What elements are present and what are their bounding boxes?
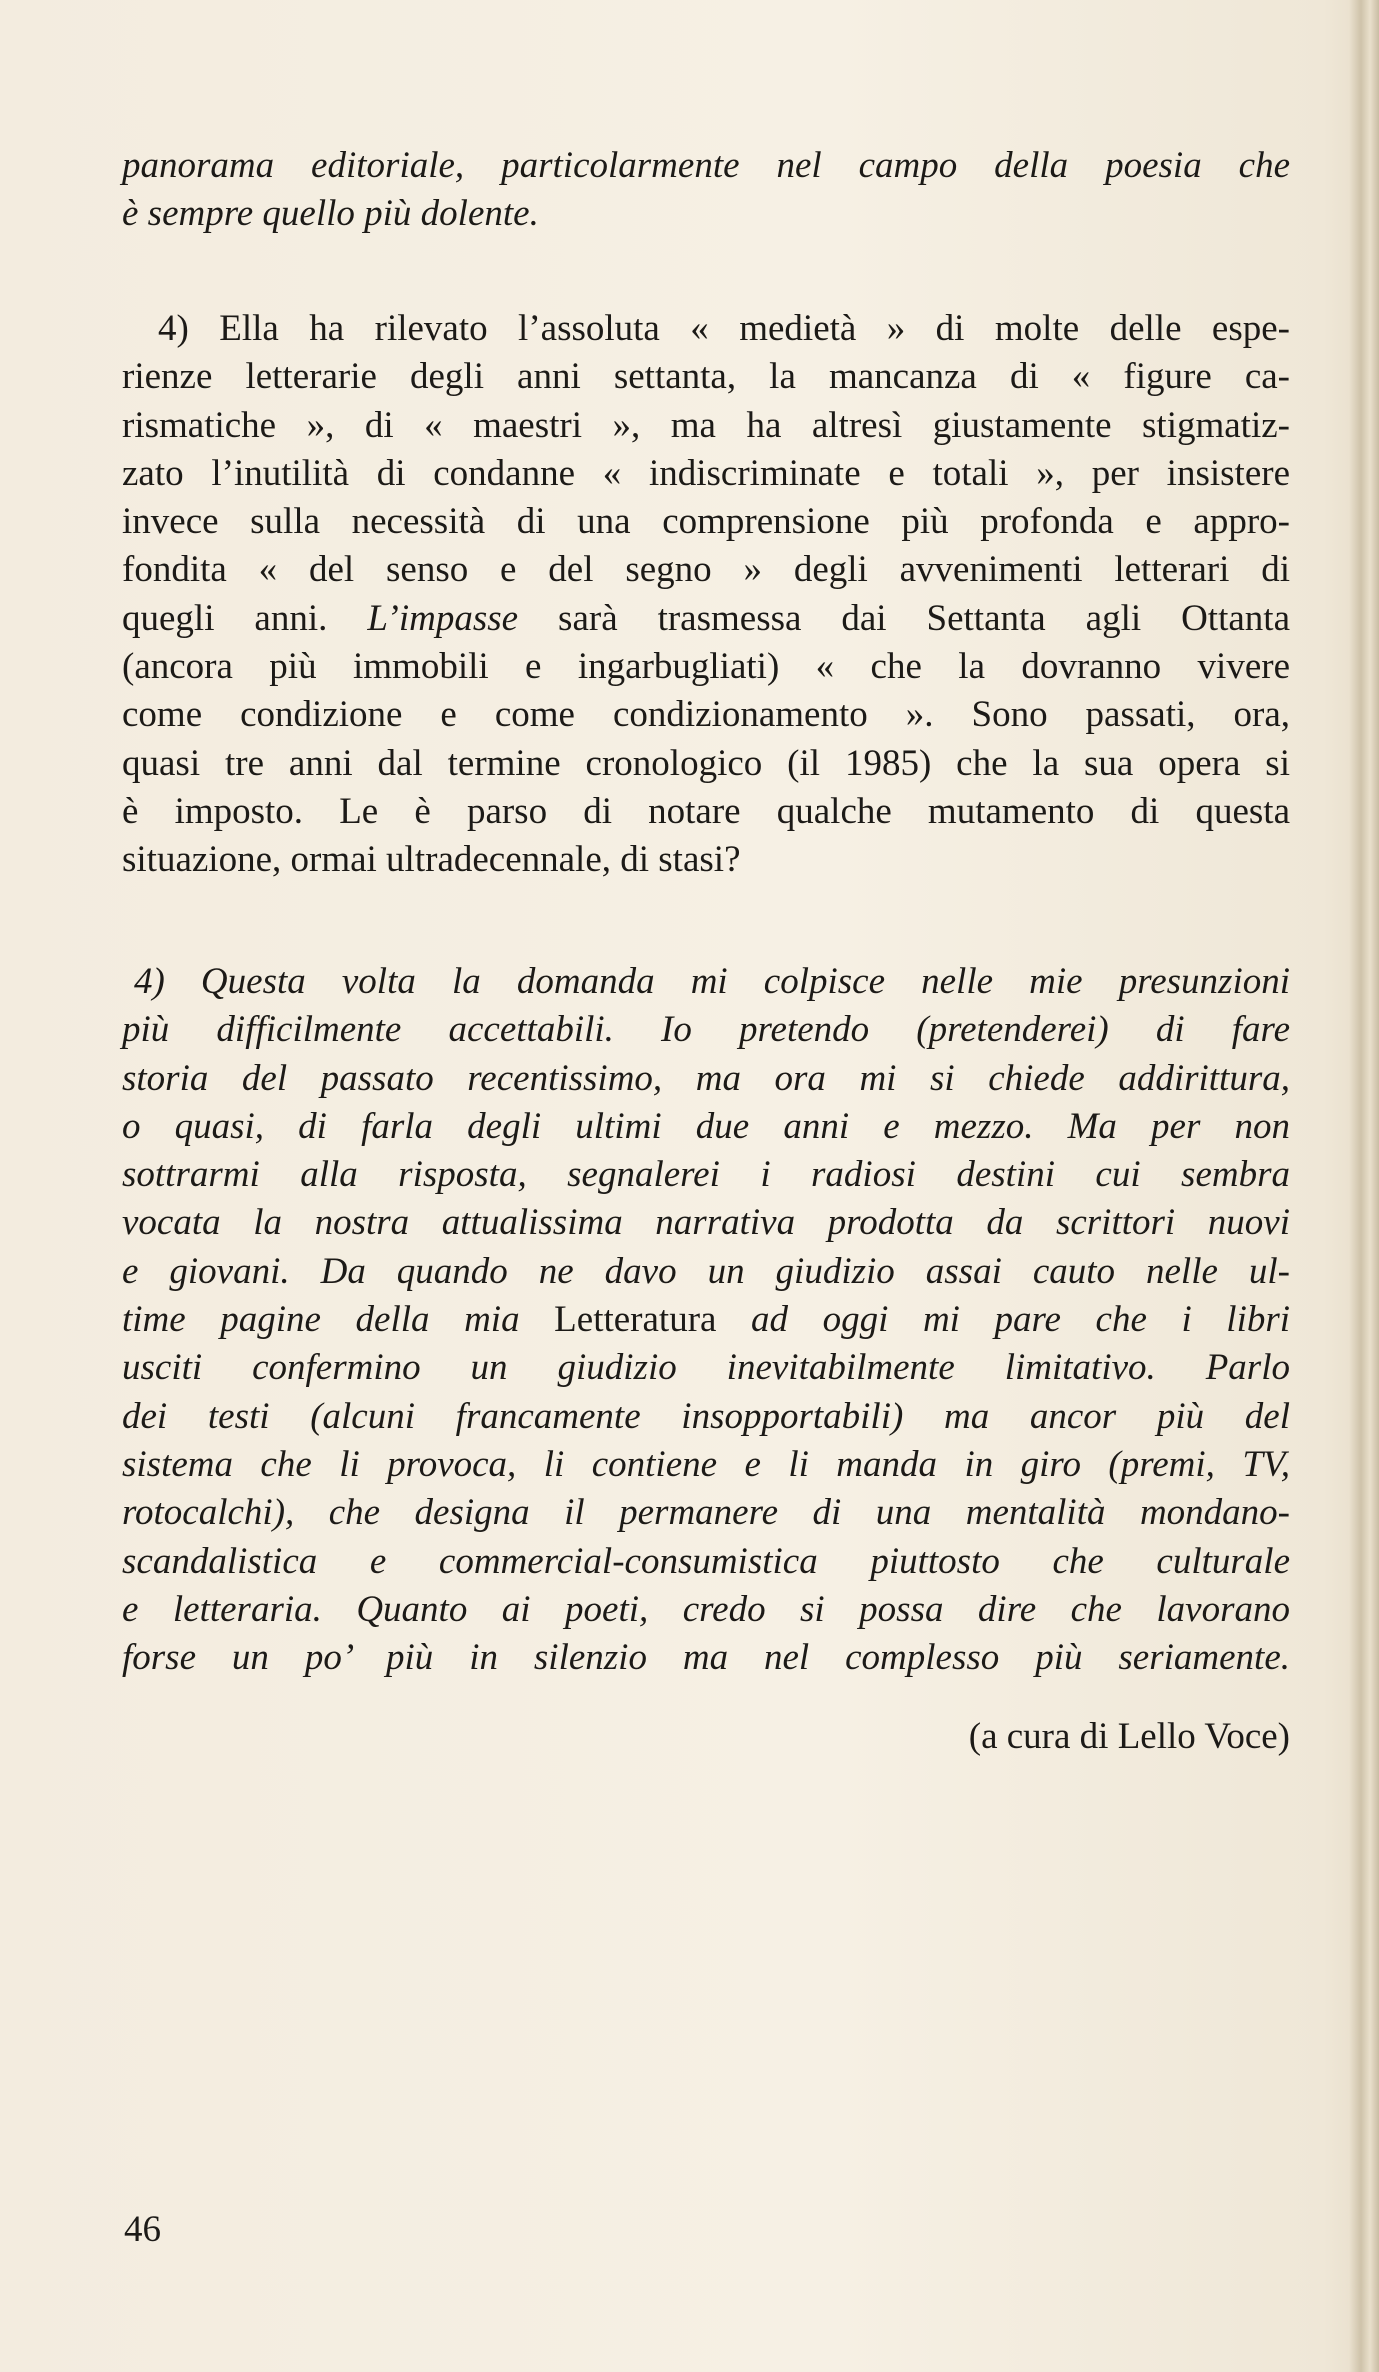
- text-line: panorama editoriale, particolarmente nel campo della poesia che: [122, 145, 1290, 186]
- text-line: è imposto. Le è parso di notare qualche mutamento di questa: [122, 790, 1290, 832]
- page-edge: [1349, 0, 1379, 2372]
- text-line: (ancora più immobili e ingarbugliati) « che la dovranno vivere: [122, 646, 1290, 688]
- text-segment: quegli anni.: [122, 597, 328, 639]
- text-line: rismatiche », di « maestri », ma ha altresì giustamente stigmatiz-: [122, 404, 1290, 446]
- answer-paragraph: [122, 958, 1290, 1682]
- text-line-mixed: [122, 1296, 1290, 1344]
- text-line: forse un po’ più in silenzio ma nel complesso più seriamente.: [122, 1637, 1290, 1679]
- text-line: come condizione e come condizionamento ». Sono passati, ora,: [122, 694, 1290, 736]
- text-line: storia del passato recentissimo, ma ora mi si chiede addirittura,: [122, 1057, 1290, 1099]
- intro-paragraph: [122, 142, 1290, 239]
- text-line: situazione, ormai ultradecennale, di stasi?: [122, 839, 741, 881]
- editor-credit: (a cura di Lello Voce): [968, 1716, 1290, 1757]
- italic-term: L’impasse: [367, 597, 519, 639]
- text-line: invece sulla necessità di una comprensione più profonda e appro-: [122, 501, 1290, 543]
- text-line: scandalistica e commercial-consumistica piuttosto che culturale: [122, 1540, 1290, 1582]
- text-line: quasi tre anni dal termine cronologico (il 1985) che la sua opera si: [122, 742, 1290, 784]
- text-line: più difficilmente accettabili. Io pretendo (pretenderei) di fare: [122, 1009, 1290, 1051]
- text-line: sistema che li provoca, li contiene e li manda in giro (premi, TV,: [122, 1443, 1290, 1485]
- text-line: sottrarmi alla risposta, segnalerei i radiosi destini cui sembra: [122, 1154, 1290, 1196]
- text-line: fondita « del senso e del segno » degli avvenimenti letterari di: [122, 549, 1290, 591]
- text-segment: ad oggi mi pare che i libri: [751, 1299, 1291, 1341]
- text-line: dei testi (alcuni francamente insopportabili) ma ancor più del: [122, 1395, 1290, 1437]
- question-paragraph: [122, 305, 1290, 885]
- text-segment: sarà trasmessa dai Settanta agli Ottanta: [558, 597, 1290, 639]
- text-line: zato l’inutilità di condanne « indiscriminate e totali », per insistere: [122, 452, 1290, 494]
- text-line: e letteraria. Quanto ai poeti, credo si possa dire che lavorano: [122, 1588, 1290, 1630]
- text-line: o quasi, di farla degli ultimi due anni e mezzo. Ma per non: [122, 1105, 1290, 1147]
- text-line: e giovani. Da quando ne davo un giudizio assai cauto nelle ul-: [122, 1250, 1290, 1292]
- text-line: rienze letterarie degli anni settanta, la mancanza di « figure ca-: [122, 356, 1290, 398]
- text-line: vocata la nostra attualissima narrativa prodotta da scrittori nuovi: [122, 1202, 1290, 1244]
- text-line: 4) Ella ha rilevato l’assoluta « medietà » di molte delle espe-: [158, 308, 1290, 349]
- page-number: 46: [124, 2209, 161, 2250]
- text-line: usciti confermino un giudizio inevitabilmente limitativo. Parlo: [122, 1347, 1290, 1389]
- text-line: 4) Questa volta la domanda mi colpisce nelle mie presunzioni: [134, 961, 1290, 1002]
- text-segment: time pagine della mia: [122, 1299, 520, 1341]
- text-line-mixed: [122, 595, 1290, 643]
- text-line: è sempre quello più dolente.: [122, 193, 539, 235]
- text-line: rotocalchi), che designa il permanere di una mentalità mondano-: [122, 1492, 1290, 1534]
- book-title: Letteratura: [554, 1299, 717, 1341]
